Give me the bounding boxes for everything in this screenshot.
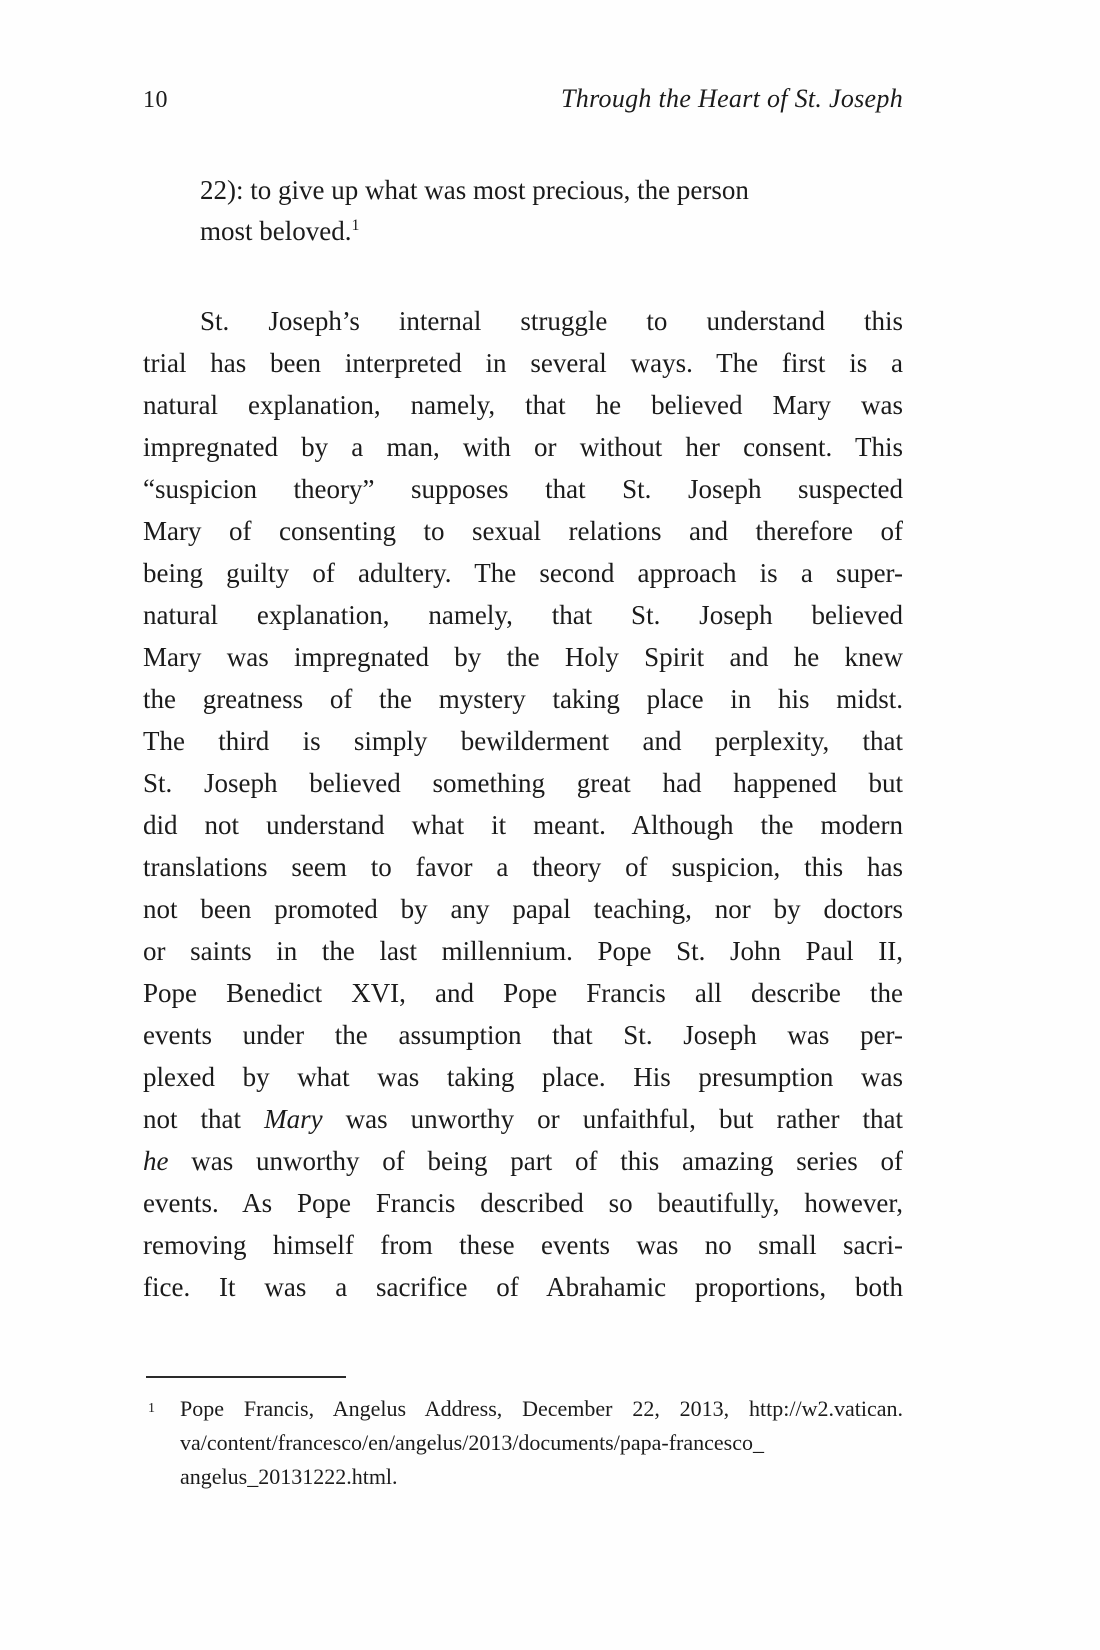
body-line: impregnated by a man, with or without her consent. This [143,432,903,462]
body-line [143,1098,903,1140]
body-line: events under the assumption that St. Joseph was per- [143,1020,903,1050]
footnote-marker: 1 [148,1401,155,1416]
body-line: natural explanation, namely, that St. Joseph believed [143,600,903,630]
footnote-separator [146,1376,346,1378]
body-line: not been promoted by any papal teaching, nor by doctors [143,894,903,924]
body-line: removing himself from these events was no small sacri- [143,1230,903,1260]
body-line: St. Joseph’s internal struggle to understand this [200,306,903,336]
body-line: or saints in the last millennium. Pope St. John Paul II, [143,936,903,966]
body-line: plexed by what was taking place. His presumption was [143,1062,903,1092]
quote-line: 22): to give up what was most precious, the person [200,175,749,205]
footnote-line: Pope Francis, Angelus Address, December 22, 2013, http://w2.vatican. [180,1396,903,1421]
body-line: events. As Pope Francis described so beautifully, however, [143,1188,903,1218]
italic-word: Mary [264,1104,323,1134]
footnote-reference: 1 [351,217,360,234]
body-line: the greatness of the mystery taking place in his midst. [143,684,903,714]
footnote [143,1392,903,1494]
body-line: did not understand what it meant. Although the modern [143,810,903,840]
body-line: Mary was impregnated by the Holy Spirit and he knew [143,642,903,672]
body-line: being guilty of adultery. The second approach is a super- [143,558,903,588]
body-line: translations seem to favor a theory of suspicion, this has [143,852,903,882]
body-line-text: was unworthy of being part of this amazing series of [168,1146,903,1176]
italic-word: he [143,1146,169,1176]
body-line [143,1140,903,1182]
body-paragraph [143,300,903,1308]
quote-line-text: most beloved. [200,216,352,246]
page-number: 10 [143,87,168,113]
page-header [143,84,903,114]
body-line: Mary of consenting to sexual relations and therefore of [143,516,903,546]
footnote-line: angelus_20131222.html. [180,1464,398,1489]
body-line: natural explanation, namely, that he believed Mary was [143,390,903,420]
body-line-text: was unworthy or unfaithful, but rather that [322,1104,903,1134]
body-line: trial has been interpreted in several ways. The first is a [143,348,903,378]
footnote-line: va/content/francesco/en/angelus/2013/documents/papa-francesco_ [180,1430,764,1455]
body-line: Pope Benedict XVI, and Pope Francis all describe the [143,978,903,1008]
body-line: “suspicion theory” supposes that St. Joseph suspected [143,474,903,504]
running-title: Through the Heart of St. Joseph [561,84,903,113]
body-line: St. Joseph believed something great had happened but [143,768,903,798]
footnote-text [180,1392,903,1494]
block-quote [200,170,840,252]
body-line-text: not that [143,1104,265,1134]
body-line: The third is simply bewilderment and perplexity, that [143,726,903,756]
body-line: fice. It was a sacrifice of Abrahamic proportions, both [143,1272,903,1302]
quote-line [200,211,840,252]
